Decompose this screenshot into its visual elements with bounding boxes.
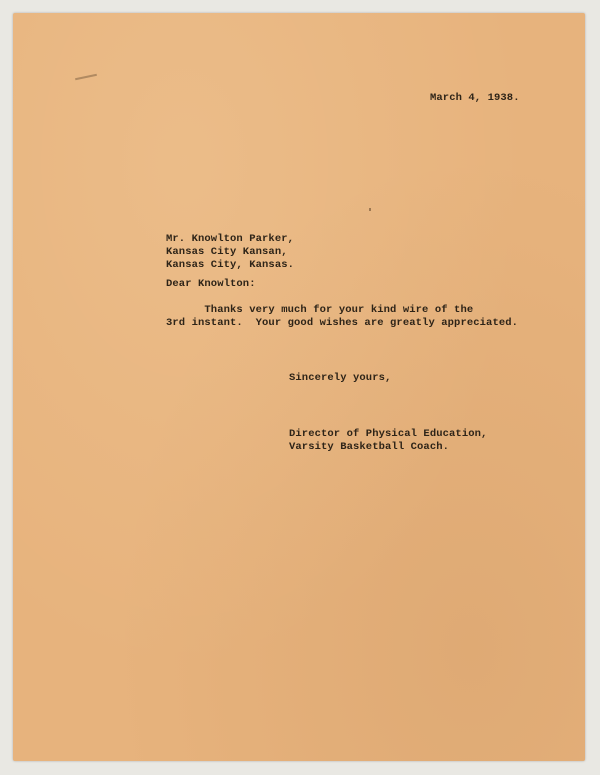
recipient-address <box>166 233 294 272</box>
recipient-name: Mr. Knowlton Parker, <box>166 233 295 245</box>
salutation: Dear Knowlton: <box>166 278 256 290</box>
letter-date: March 4, 1938. <box>430 92 520 104</box>
recipient-organization: Kansas City Kansan, <box>166 246 288 258</box>
body-line-1: Thanks very much for your kind wire of the <box>166 304 474 316</box>
signature-block <box>289 428 487 454</box>
signature-title-2: Varsity Basketball Coach. <box>289 441 450 453</box>
body-line-2: 3rd instant. Your good wishes are greatly appreciated. <box>166 317 519 329</box>
paper-speck <box>369 208 371 211</box>
letter-page <box>13 13 585 761</box>
signature-title-1: Director of Physical Education, <box>289 428 488 440</box>
letter-body <box>166 304 518 330</box>
pencil-mark <box>75 74 97 81</box>
closing: Sincerely yours, <box>289 372 392 384</box>
recipient-city: Kansas City, Kansas. <box>166 259 295 271</box>
